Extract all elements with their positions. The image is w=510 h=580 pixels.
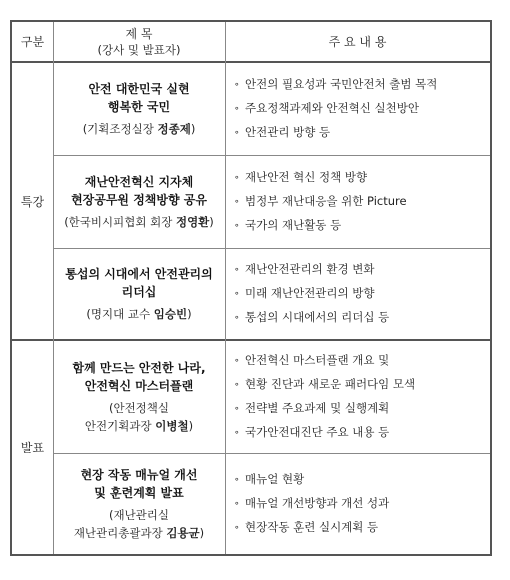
header-category (12, 22, 53, 62)
session-title-cell (53, 156, 225, 248)
session-title: 리더십 (121, 285, 157, 299)
category-label: 발표 (20, 441, 45, 455)
list-item: ∘ 국가안전대진단 주요 내용 등 (234, 421, 415, 445)
bullet-icon: ∘ (234, 380, 240, 390)
bullet-icon: ∘ (234, 356, 240, 366)
session-content-cell (225, 454, 490, 554)
session-title: 함께 만드는 안전한 나라, (72, 361, 206, 375)
list-item: ∘ 현장작동 훈련 실시계획 등 (234, 516, 389, 540)
session-title-cell (53, 341, 225, 453)
session-title: 행복한 국민 (107, 100, 171, 114)
bullet-icon: ∘ (234, 173, 240, 183)
session-title: 안전혁신 마스터플랜 (84, 379, 194, 393)
content-list (234, 73, 437, 145)
bullet-icon: ∘ (234, 523, 240, 533)
content-list (234, 468, 389, 540)
bullet-icon: ∘ (234, 404, 240, 414)
list-item: ∘ 매뉴얼 개선방향과 개선 성과 (234, 492, 389, 516)
bullet-icon: ∘ (234, 197, 240, 207)
session-title: 안전 대한민국 실현 (88, 82, 190, 96)
bullet-icon: ∘ (234, 80, 240, 90)
speaker-name: 김용균 (166, 526, 200, 540)
row-divider (53, 155, 490, 156)
category-lecture (12, 63, 53, 339)
column-divider (53, 22, 54, 554)
list-item: ∘ 안전혁신 마스터플랜 개요 및 (234, 349, 415, 373)
group-divider (12, 339, 490, 341)
content-list (234, 349, 415, 445)
session-title: 현장 작동 매뉴얼 개선 (80, 468, 198, 482)
speaker-name: 이병철 (155, 419, 189, 433)
bullet-icon: ∘ (234, 265, 240, 275)
list-item: ∘ 안전의 필요성과 국민안전처 출범 목적 (234, 73, 437, 97)
bullet-icon: ∘ (234, 221, 240, 231)
list-item: ∘ 현황 진단과 새로운 패러다임 모색 (234, 373, 415, 397)
list-item: ∘ 매뉴얼 현황 (234, 468, 389, 492)
session-speaker: (기획조정실장 정종제) (82, 122, 196, 136)
list-item: ∘ 국가의 재난활동 등 (234, 214, 407, 238)
bullet-icon: ∘ (234, 104, 240, 114)
session-content-cell (225, 63, 490, 155)
session-title: 및 훈련계획 발표 (94, 486, 184, 500)
session-speaker: (한국비시피협회 회장 정영환) (64, 215, 214, 229)
session-title: 재난안전혁신 지자체 (84, 175, 194, 189)
header-content (225, 22, 490, 62)
session-title: 통섭의 시대에서 안전관리의 (65, 267, 213, 281)
header-title-label: 제 목 (125, 27, 153, 41)
bullet-icon: ∘ (234, 428, 240, 438)
session-speaker: (안전정책실 안전기획과장 이병철) (84, 401, 194, 433)
speaker-name: 정영환 (175, 215, 210, 229)
session-title-cell (53, 63, 225, 155)
header-title-sublabel: (강사 및 발표자) (97, 43, 181, 57)
row-divider (53, 248, 490, 249)
list-item: ∘ 전략별 주요과제 및 실행계획 (234, 397, 415, 421)
column-divider (225, 22, 226, 554)
bullet-icon: ∘ (234, 128, 240, 138)
bullet-icon: ∘ (234, 289, 240, 299)
bullet-icon: ∘ (234, 499, 240, 509)
session-content-cell (225, 156, 490, 248)
session-speaker: (명지대 교수 임승빈) (86, 307, 192, 321)
header-divider (12, 61, 490, 63)
speaker-name: 정종제 (157, 122, 191, 136)
session-title-cell (53, 249, 225, 339)
session-speaker: (재난관리실 재난관리총괄과장 김용균) (73, 508, 205, 540)
schedule-table (10, 20, 492, 556)
list-item: ∘ 통섭의 시대에서의 리더십 등 (234, 306, 389, 330)
content-list (234, 258, 389, 330)
list-item: ∘ 재난안전관리의 환경 변화 (234, 258, 389, 282)
session-content-cell (225, 341, 490, 453)
session-title-cell (53, 454, 225, 554)
bullet-icon: ∘ (234, 475, 240, 485)
header-category-label: 구분 (20, 35, 45, 49)
bullet-icon: ∘ (234, 313, 240, 323)
content-list (234, 166, 407, 238)
category-presentation (12, 341, 53, 554)
header-content-label: 주 요 내 용 (328, 35, 387, 49)
session-content-cell (225, 249, 490, 339)
list-item: ∘ 재난안전 혁신 정책 방향 (234, 166, 407, 190)
header-title (53, 22, 225, 62)
list-item: ∘ 범정부 재난대응을 위한 Picture (234, 190, 407, 214)
list-item: ∘ 안전관리 방향 등 (234, 121, 437, 145)
row-divider (53, 453, 490, 454)
session-title: 현장공무원 정책방향 공유 (71, 193, 207, 207)
category-label: 특강 (20, 194, 45, 209)
list-item: ∘ 주요정책과제와 안전혁신 실천방안 (234, 97, 437, 121)
speaker-name: 임승빈 (153, 307, 188, 321)
list-item: ∘ 미래 재난안전관리의 방향 (234, 282, 389, 306)
